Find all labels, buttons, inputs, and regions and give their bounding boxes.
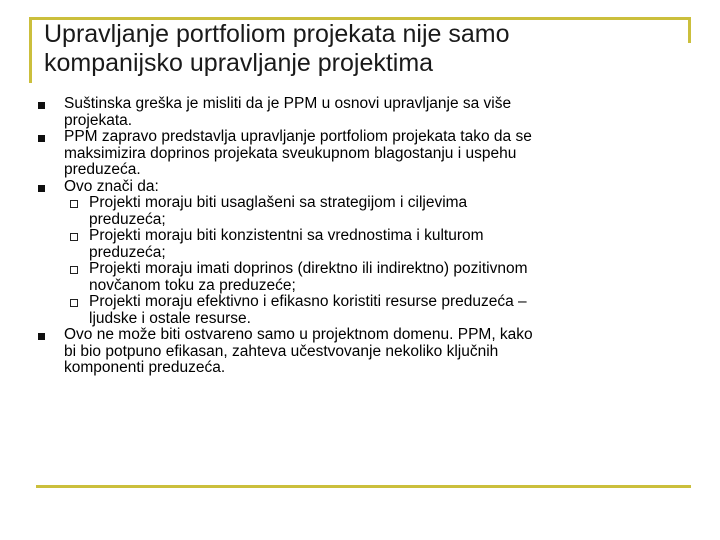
bullet-item-3 [37, 179, 687, 196]
bullet-item-2 [37, 129, 687, 179]
square-bullet-icon [38, 333, 45, 340]
hollow-square-bullet-icon [70, 233, 78, 241]
sub-bullet-1-line-1: Projekti moraju biti usaglašeni sa strategijom i ciljevima [89, 194, 468, 211]
bullet-4-line-1: Ovo ne može biti ostvareno samo u projektnom domenu. PPM, kako [64, 326, 533, 343]
sub-bullet-2-line-2: preduzeća; [89, 243, 166, 261]
bullet-1-line-1: Suštinska greška je misliti da je PPM u osnovi upravljanje sa više [64, 95, 512, 112]
slide-title [44, 20, 674, 78]
square-bullet-icon [38, 102, 45, 109]
slide-content [37, 96, 687, 377]
bullet-3-line-1: Ovo znači da: [64, 177, 159, 195]
sub-bullet-4-line-2: ljudske i ostale resurse. [89, 309, 251, 327]
bullet-1-line-2: projekata. [64, 111, 133, 129]
slide-title-line-2: kompanijsko upravljanje projektima [44, 49, 434, 77]
bullet-item-1 [37, 96, 687, 129]
square-bullet-icon [38, 135, 45, 142]
bullet-item-4 [37, 327, 687, 377]
sub-bullet-item-1 [37, 195, 687, 228]
sub-bullet-3-line-2: novčanom toku za preduzeće; [89, 276, 296, 294]
hollow-square-bullet-icon [70, 299, 78, 307]
bullet-4-line-2: bi bio potpuno efikasan, zahteva učestvovanje nekoliko ključnih [64, 342, 499, 360]
sub-bullet-2-line-1: Projekti moraju biti konzistentni sa vrednostima i kulturom [89, 227, 484, 244]
frame-bottom-line [36, 485, 691, 488]
sub-bullet-item-2 [37, 228, 687, 261]
bullet-2-line-2: maksimizira doprinos projekata sveukupnom blagostanju i uspehu [64, 144, 517, 162]
frame-left-line [29, 17, 32, 83]
sub-bullet-3-line-1: Projekti moraju imati doprinos (direktno ili indirektno) pozitivnom [89, 260, 528, 277]
bullet-2-line-3: preduzeća. [64, 161, 141, 178]
bullet-2-line-1: PPM zapravo predstavlja upravljanje portfoliom projekata tako da se [64, 128, 532, 145]
hollow-square-bullet-icon [70, 200, 78, 208]
square-bullet-icon [38, 185, 45, 192]
sub-bullet-1-line-2: preduzeća; [89, 210, 166, 228]
frame-right-line [688, 17, 691, 43]
bullet-4-line-3: komponenti preduzeća. [64, 359, 226, 376]
sub-bullet-4-line-1: Projekti moraju efektivno i efikasno koristiti resurse preduzeća – [89, 293, 527, 310]
slide-title-line-1: Upravljanje portfoliom projekata nije samo [44, 20, 510, 48]
sub-bullet-item-3 [37, 261, 687, 294]
hollow-square-bullet-icon [70, 266, 78, 274]
sub-bullet-item-4 [37, 294, 687, 327]
